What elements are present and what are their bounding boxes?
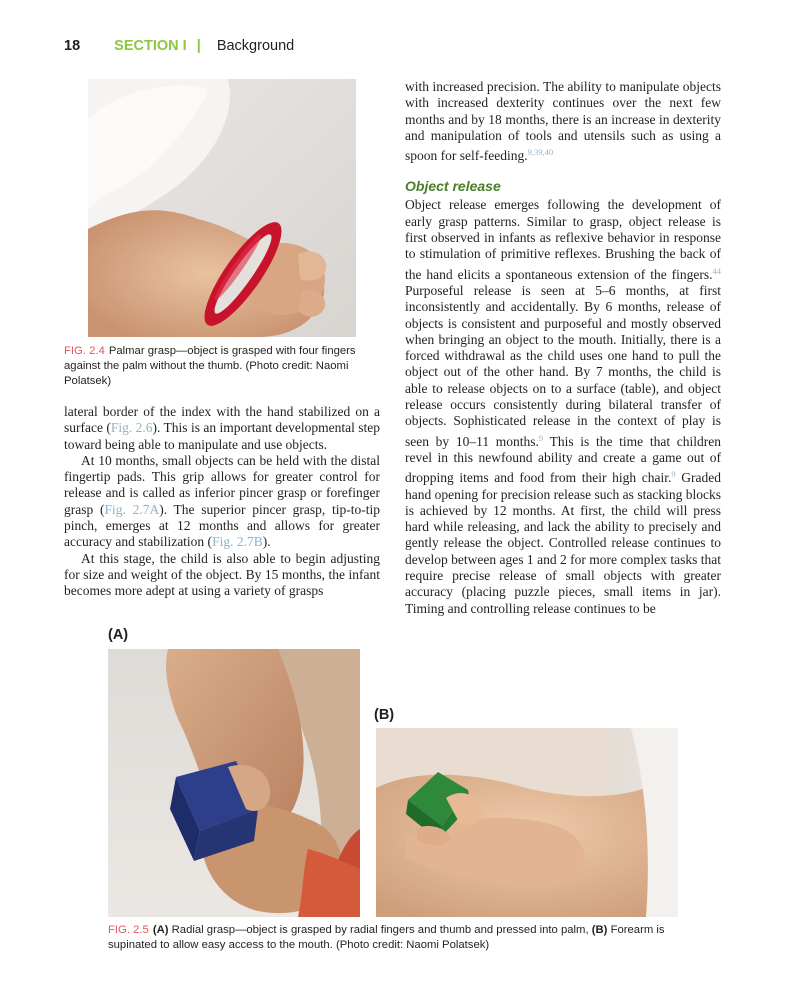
chapter-title: Background [216,38,295,54]
text-run: This is the time that children revel in this newfound ability and create a game out of dropping items and food from their high chair. [405,433,721,486]
paragraph [405,79,721,164]
paragraph [64,404,380,453]
figure-2-4-label: FIG. 2.4 [64,345,105,357]
header-separator: | [196,38,201,54]
panel-label-a: (A) [108,627,129,643]
panel-label-b: (B) [374,707,395,723]
citation[interactable]: 9,39,40 [527,147,554,158]
text-run: Object release emerges following the development of early grasp patterns. Similar to grasp, object release is first observed in infants as reflexive behavior in response to stimulation of primitive reflexes. Brushing the back of the hand elicits a spontaneous extension of the fingers. [405,197,721,282]
text-run: lateral border of the index with the hand stabilized on a surface ( [64,404,380,436]
caption-panel-a-text: Radial grasp—object is grasped by radial fingers and thumb and pressed into palm, [171,924,589,936]
citation[interactable]: 9 [538,432,544,443]
paragraph [64,453,380,551]
figure-link-2-6[interactable]: Fig. 2.6 [110,420,153,436]
palmar-grasp-photo [88,79,356,337]
supinated-forearm-photo [376,728,678,917]
text-run: Graded hand opening for precision release such as stacking blocks is achieved by 12 months. At first, the child will press hard while releasing, and lack the ability to precisely and gently release the object. Controlled release continues to develop between ages 1 and 2 for more complex tasks that require precise release of small objects with greater accuracy (placing puzzle pieces, small items in jar). Timing and controlling release continues to be [405,470,722,616]
left-column [64,404,380,600]
section-label: SECTION I [114,38,187,54]
paragraph [405,197,721,616]
figure-2-5a-photo [108,649,360,917]
running-header [64,38,294,58]
figure-link-2-7a[interactable]: Fig. 2.7A [104,501,160,517]
text-run: ). This is an important developmental step toward being able to manipulate and use objects. [64,420,380,452]
citation[interactable]: 9 [671,469,676,480]
figure-2-5-caption [108,923,678,953]
right-column [405,79,721,617]
page-number: 18 [64,38,81,54]
text-run: ). [262,534,271,550]
text-run: ). The superior pincer grasp, tip-to-tip pinch, emerges at 12 months and allows for greater accuracy and stabilization ( [64,501,380,550]
paragraph: At this stage, the child is also able to begin adjusting for size and weight of the object. By 15 months, the infant becomes more adept at using a variety of grasps [64,550,380,599]
caption-panel-b-label: (B) [591,924,608,936]
figure-2-4-caption [64,344,380,389]
text-run: At 10 months, small objects can be held with the distal fingertip pads. This grip allows for greater control for release and is called as inferior pincer grasp or forefinger grasp ( [64,452,380,517]
figure-2-5-label: FIG. 2.5 [108,924,149,936]
figure-2-5b-photo [376,728,678,917]
text-run: with increased precision. The ability to manipulate objects with increased dexterity continues over the next few months and by 18 months, there is an increase in dexterity and manipulation of tools and utensils such as using a spoon for self-feeding. [405,79,721,164]
figure-2-4-photo [88,79,356,337]
citation[interactable]: 44 [712,265,721,276]
figure-2-4-caption-text: Palmar grasp—object is grasped with four fingers against the palm without the thumb. (Photo credit: Naomi Polatsek) [64,345,356,387]
caption-panel-b-text: Forearm is supinated to allow easy access to the mouth. (Photo credit: Naomi Polatsek) [108,924,665,951]
text-run: Purposeful release is seen at 5–6 months, at first inconsistently and accidentally. By 6 months, release of objects is consistent and purposeful and mostly observed when bringing an object to the mouth. Initially, there is a forced withdrawal as the child uses one hand to pull the object out of the other hand. By 7 months, the child is able to release objects on to a surface (table), and object release occurs consistently during bilateral transfer of objects. Sophisticated release in the context of play is seen by 10–11 months. [405,282,721,449]
caption-panel-a-label: (A) [152,924,169,936]
subheading-object-release: Object release [405,178,501,195]
figure-link-2-7b[interactable]: Fig. 2.7B [212,534,263,550]
radial-grasp-photo [108,649,360,917]
